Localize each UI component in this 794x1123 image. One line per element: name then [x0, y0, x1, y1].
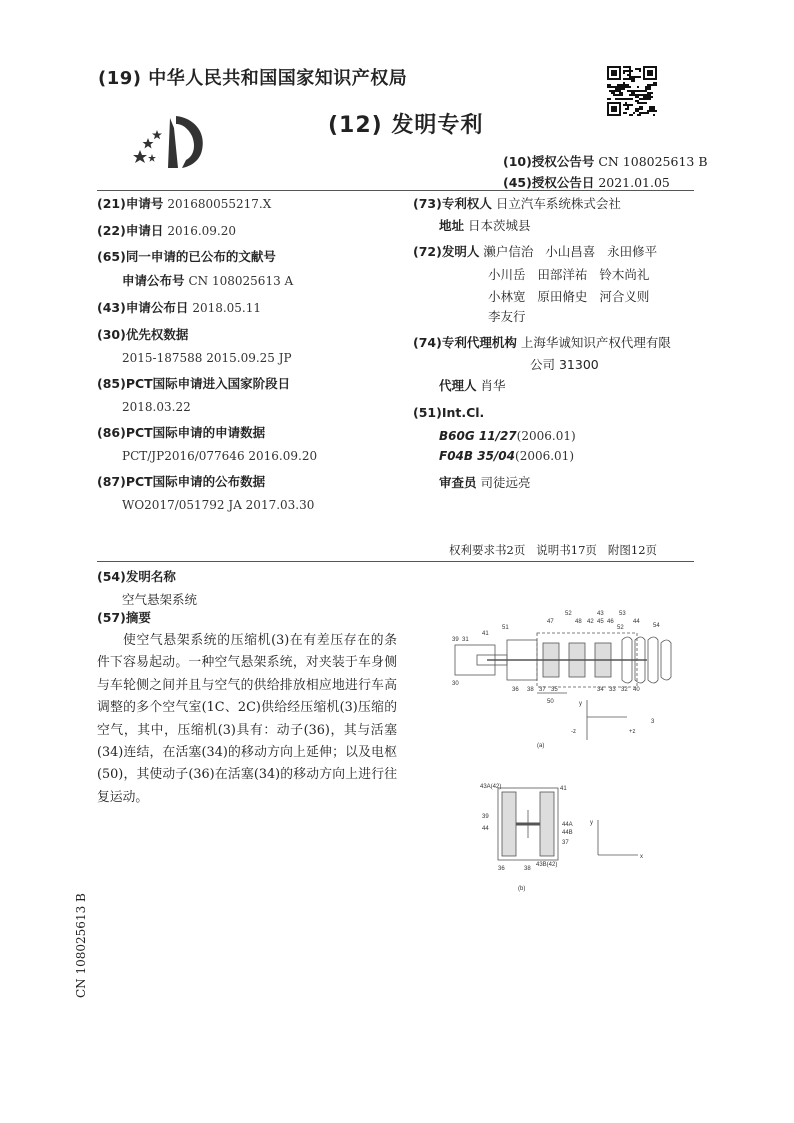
fig-a-ref-53: 53 [619, 611, 626, 617]
fig-b-ref-43b: 43B(42) [536, 862, 558, 868]
inventors-line-3: 小林宽 原田脩史 河合义则 [488, 289, 650, 304]
header-rule [97, 190, 694, 191]
ipc-code-2: F04B 35/04 [439, 449, 516, 463]
ipc-row-2 [439, 444, 574, 468]
logo-star-4 [148, 154, 156, 162]
grant-number-label: (10)授权公告号 [503, 154, 595, 169]
fig-b-ref-41: 41 [560, 786, 567, 792]
field-73 [413, 192, 621, 216]
field-65-label: (65)同一申请的已公布的文献号 [97, 249, 276, 264]
field-22-label: (22)申请日 [97, 223, 164, 238]
publication-number: CN 108025613 A [188, 274, 294, 288]
figure-b [478, 780, 658, 895]
fig-b-coil-right [540, 792, 554, 856]
grant-number: CN 108025613 B [598, 154, 708, 169]
address: 日本茨城县 [468, 218, 531, 233]
fig-a-ref-47: 47 [547, 619, 554, 625]
fig-b-label: (b) [518, 886, 526, 892]
field-30-label: (30)优先权数据 [97, 327, 189, 342]
fig-a-ref-43: 43 [597, 611, 604, 617]
issuing-office: (19) 中华人民共和国国家知识产权局 [98, 68, 408, 89]
field-54 [97, 565, 176, 589]
document-type: (12) 发明专利 [328, 113, 484, 138]
field-57 [97, 606, 151, 630]
field-74 [413, 331, 671, 355]
field-57-label: (57)摘要 [97, 610, 151, 625]
agent: 肖华 [480, 378, 506, 393]
fig-a-ref-32: 32 [621, 687, 628, 693]
address-row [439, 214, 531, 238]
publication-date: 2018.05.11 [192, 301, 262, 315]
fig-a-ref-52b: 52 [617, 625, 624, 631]
field-51 [413, 401, 484, 425]
side-patent-number: CN 108025613 B [74, 893, 88, 998]
qr-code [607, 66, 657, 116]
field-86-label: (86)PCT国际申请的申请数据 [97, 425, 266, 440]
fig-a-ref-46: 46 [607, 619, 614, 625]
abstract-text: 使空气悬架系统的压缩机(3)在有差压存在的条件下容易起动。一种空气悬架系统，对夹装于车身侧与车轮侧之间并且与空气的供给排放相应地进行车高调整的多个空气室(1C、2C)供给经压缩机(3)压缩的空气，其中，压缩机(3)具有：动子(36)，其与活塞(34)连结，在活塞(34)的移动方向上延伸；以及电枢(50)，其使动子(36)在活塞(34)的移动方向上进行往复运动。 [97, 633, 397, 805]
agent-row [439, 374, 506, 398]
examiner-label: 审查员 [439, 475, 477, 490]
inventors-line-2: 小川岳 田部洋祐 铃木尚礼 [488, 267, 650, 282]
fig-a-ref-40: 40 [633, 687, 640, 693]
logo-star-2 [143, 138, 154, 149]
fig-b-coil-left [502, 792, 516, 856]
fig-b-ref-44a: 44A [562, 822, 573, 828]
fig-a-ref-34: 34 [597, 687, 604, 693]
logo-star-1 [133, 150, 147, 163]
fig-b-ref-39: 39 [482, 814, 489, 820]
fig-a-ref-45: 45 [597, 619, 604, 625]
examiner: 司徒远亮 [480, 475, 531, 490]
fig-a-ref-39: 39 [452, 637, 459, 643]
fig-a-ref-51: 51 [502, 625, 509, 631]
fig-a-ref-36: 36 [512, 687, 519, 693]
pct-publication-data: WO2017/051792 JA 2017.03.30 [122, 498, 315, 512]
field-21 [97, 192, 271, 216]
fig-b-ref-43a: 43A(42) [480, 784, 502, 790]
agency-line-1: 上海华诚知识产权代理有限 [520, 335, 671, 350]
inventors-line-1: 濑户信治 小山昌喜 永田修平 [483, 244, 658, 259]
fig-b-ref-36: 36 [498, 866, 505, 872]
fig-a-ref-42: 42 [587, 619, 594, 625]
field-65-sub-label: 申请公布号 [122, 273, 185, 288]
pct-application-data: PCT/JP2016/077646 2016.09.20 [122, 449, 318, 463]
cnipa-logo [132, 110, 207, 170]
grant-date-row [503, 173, 670, 191]
patentee: 日立汽车系统株式会社 [495, 196, 621, 211]
grant-date: 2021.01.05 [598, 175, 670, 190]
ipc-date-1: (2006.01) [516, 429, 576, 443]
logo-star-3 [152, 130, 162, 139]
fig-a-ref-41: 41 [482, 631, 489, 637]
invention-title: 空气悬架系统 [122, 592, 198, 607]
fig-a-ref-35: 35 [551, 687, 558, 693]
field-54-label: (54)发明名称 [97, 569, 176, 584]
field-86-value [122, 444, 317, 468]
national-phase-date: 2018.03.22 [122, 400, 191, 414]
logo-pillar-left [168, 118, 178, 168]
field-30 [97, 323, 188, 347]
grant-date-label: (45)授权公告日 [503, 175, 595, 190]
fig-a-ref-38: 38 [527, 687, 534, 693]
ipc-code-1: B60G 11/27 [439, 429, 517, 443]
fig-a-axis-minus-z: -z [571, 729, 576, 735]
logo-arc [176, 116, 203, 168]
fig-a-ref-33: 33 [609, 687, 616, 693]
field-65-sub [122, 269, 293, 293]
fig-a-ref-30: 30 [452, 681, 459, 687]
fig-a-ref-3: 3 [651, 719, 655, 725]
fig-a-label: (a) [537, 743, 545, 749]
examiner-row [439, 471, 531, 495]
figure-a [447, 605, 687, 755]
field-87 [97, 470, 265, 494]
field-72-label: (72)发明人 [413, 244, 480, 259]
field-21-label: (21)申请号 [97, 196, 164, 211]
grant-number-row [503, 152, 708, 170]
fig-a-ref-52: 52 [565, 611, 572, 617]
fig-a-axis-y-label: y [579, 701, 582, 707]
field-30-value [122, 346, 292, 370]
fig-b-ref-38: 38 [524, 866, 531, 872]
field-85 [97, 372, 290, 396]
fig-b-ref-44: 44 [482, 826, 489, 832]
fig-a-ref-31: 31 [462, 637, 469, 643]
fig-a-ref-48: 48 [575, 619, 582, 625]
fig-a-ref-37: 37 [539, 687, 546, 693]
address-label: 地址 [439, 218, 465, 233]
fig-b-axis-x-label: x [640, 854, 643, 860]
application-date: 2016.09.20 [167, 224, 237, 238]
section-rule [97, 561, 694, 562]
field-22 [97, 219, 236, 243]
fig-a-ref-54: 54 [653, 623, 660, 629]
agent-label: 代理人 [439, 378, 477, 393]
fig-a-ref-50: 50 [547, 699, 554, 705]
field-86 [97, 421, 265, 445]
fig-a-axis-plus-z: +z [629, 729, 636, 735]
fig-b-ref-37: 37 [562, 840, 569, 846]
field-73-label: (73)专利权人 [413, 196, 492, 211]
fig-b-axis-y-label: y [590, 820, 593, 826]
field-72 [413, 240, 657, 264]
field-87-label: (87)PCT国际申请的公布数据 [97, 474, 266, 489]
field-87-value [122, 493, 314, 517]
priority-data: 2015-187588 2015.09.25 JP [122, 351, 292, 365]
fig-a-ref-44: 44 [633, 619, 640, 625]
field-43 [97, 296, 261, 320]
page-counts: 权利要求书2页 说明书17页 附图12页 [449, 543, 658, 557]
field-85-value [122, 395, 191, 419]
application-number: 201680055217.X [167, 197, 272, 211]
ipc-date-2: (2006.01) [515, 449, 575, 463]
inventors-line-4: 李友行 [488, 309, 526, 324]
field-43-label: (43)申请公布日 [97, 300, 189, 315]
field-65 [97, 245, 276, 269]
field-85-label: (85)PCT国际申请进入国家阶段日 [97, 376, 291, 391]
agency-line-2: 公司 31300 [530, 357, 599, 372]
field-74-label: (74)专利代理机构 [413, 335, 517, 350]
field-51-label: (51)Int.Cl. [413, 405, 485, 420]
fig-b-ref-44b: 44B [562, 830, 573, 836]
